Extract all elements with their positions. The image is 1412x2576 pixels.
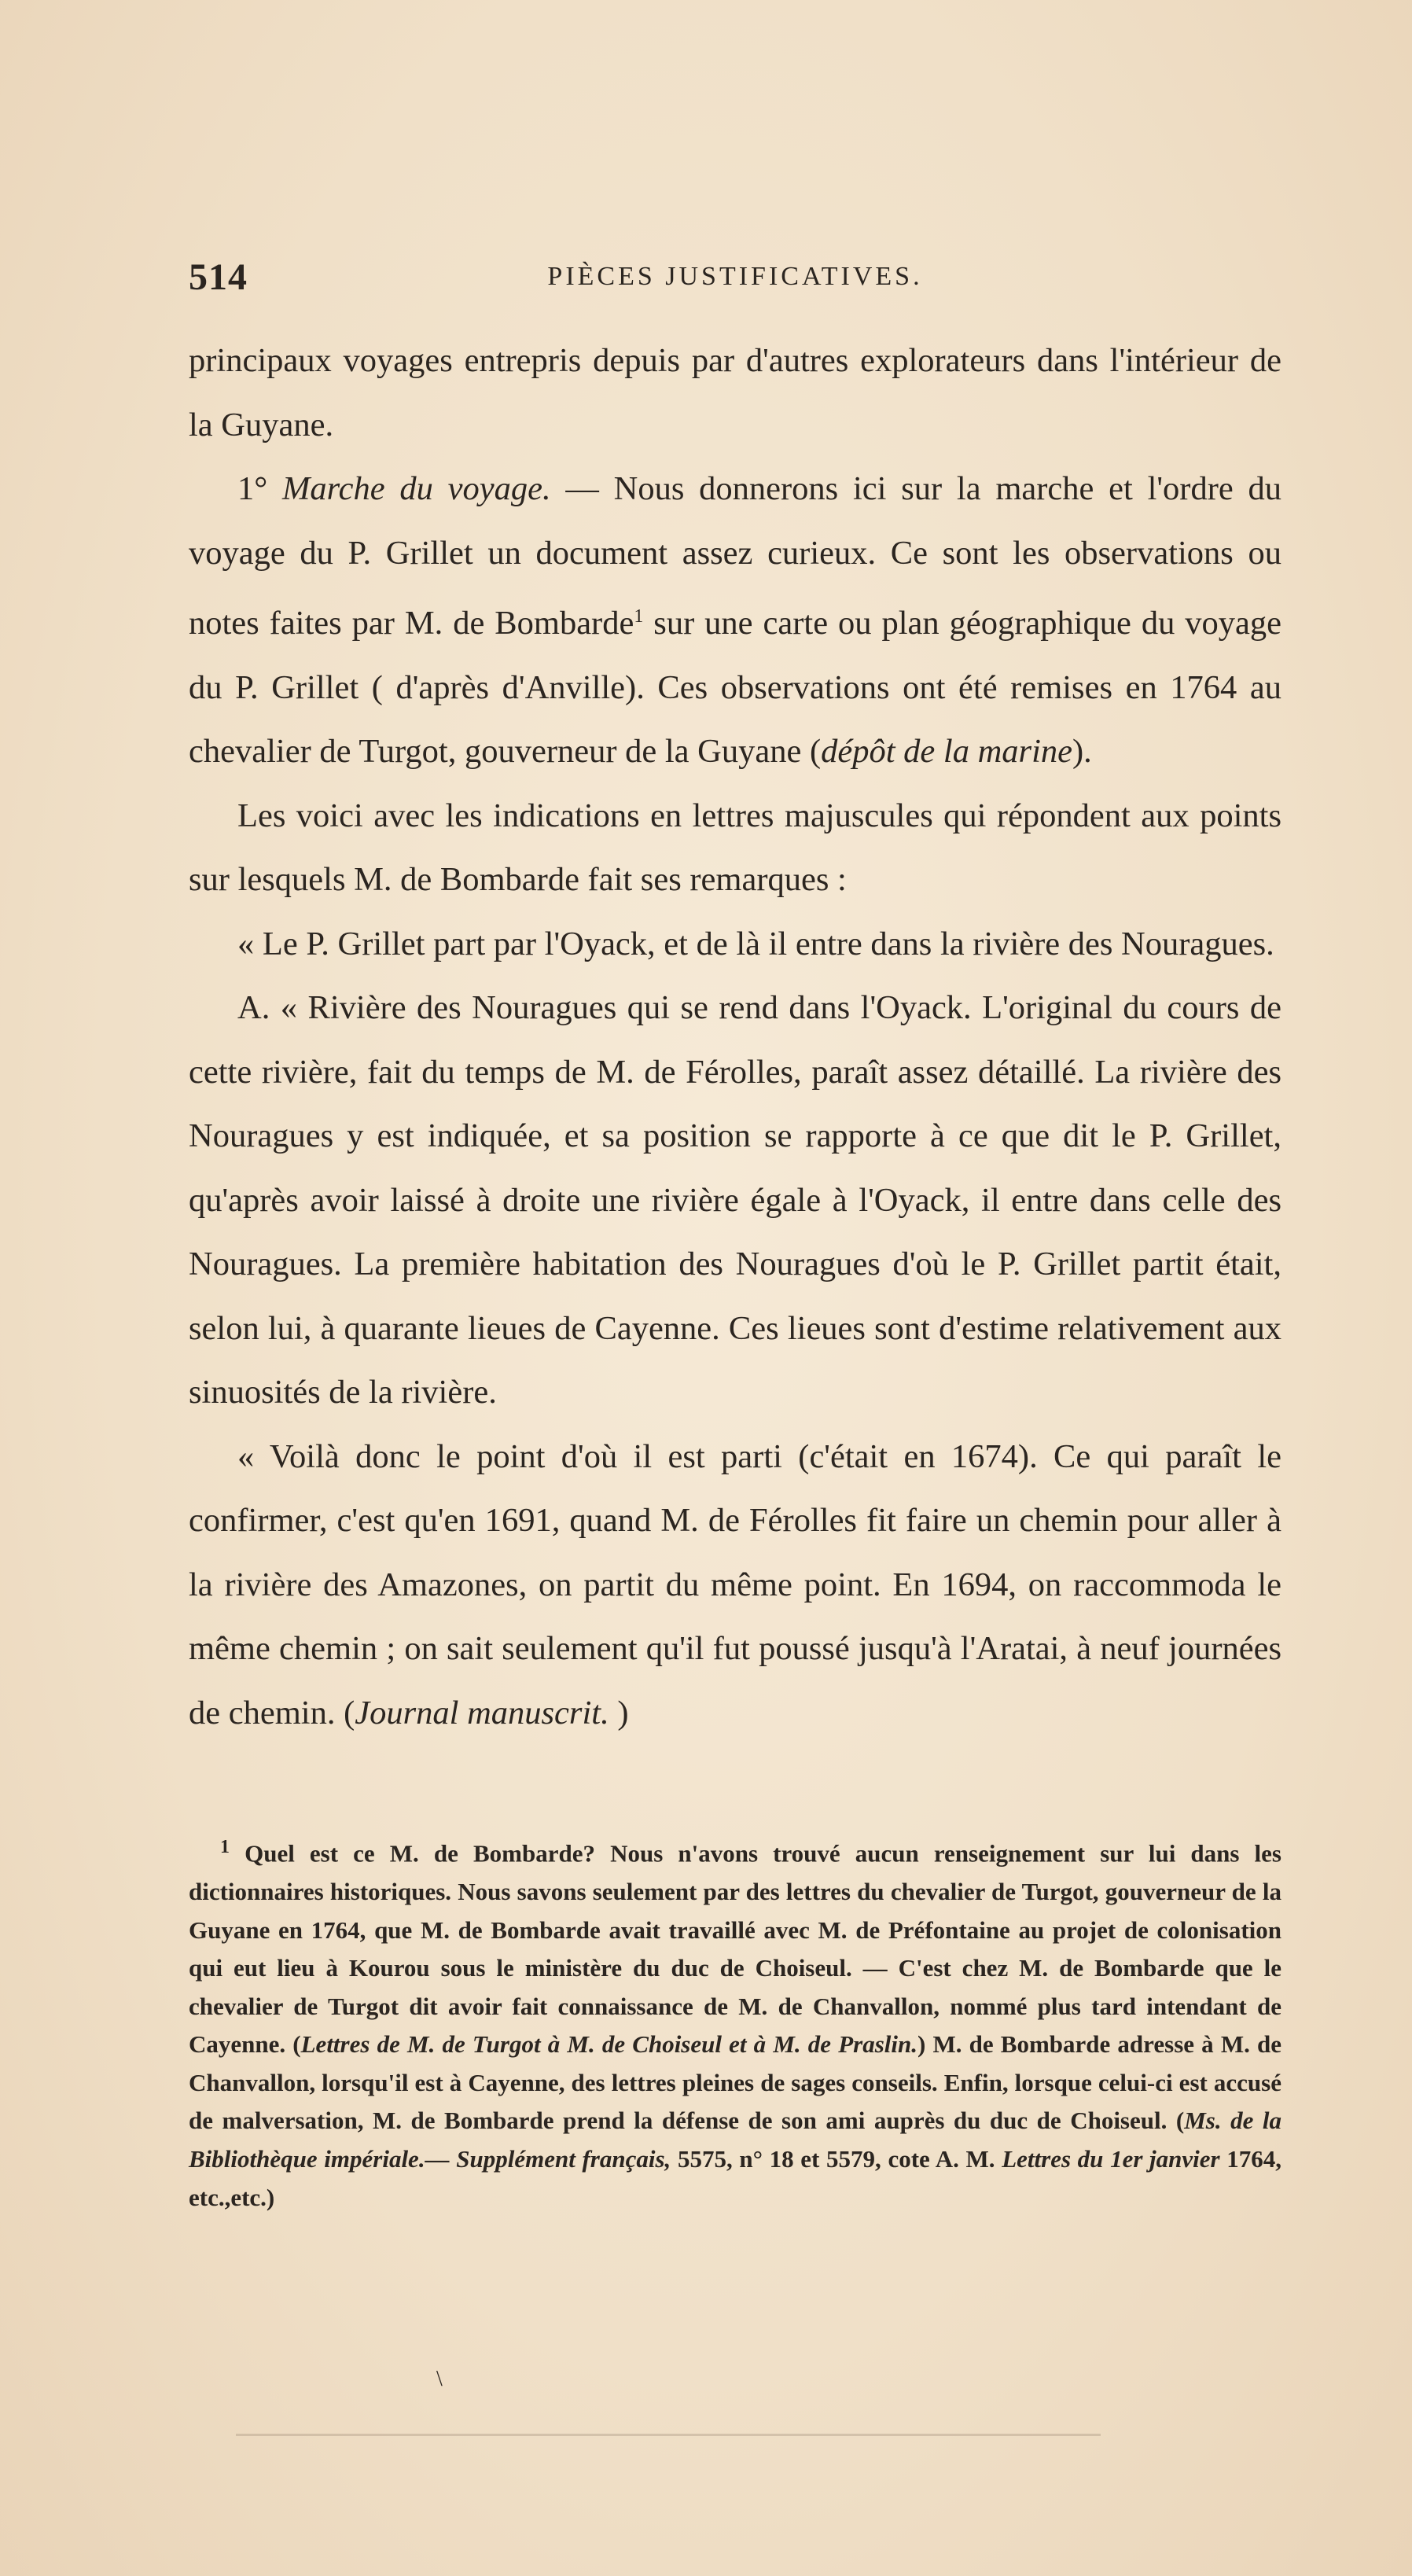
paragraph-text: sur une carte ou plan géographique du voyage du P. Grillet ( d'après d'Anville). Ces observations ont été remises en 1764 au chevalier de Turgot, gouverneur de la Guyane ( [189, 605, 1282, 771]
paragraph-text: « Le P. Grillet part par l'Oyack, et de là il entre dans la rivière des Nouragues. [237, 925, 1274, 962]
paragraph-voila [189, 1425, 1281, 1746]
footnote-text: Quel est ce M. de Bombarde? Nous n'avons trouvé aucun renseignement sur lui dans les dictionnaires historiques. Nous savons seulement par des lettres du chevalier de Turgot, gouverneur de la Guyane en 1764, que M. de Bombarde avait travaillé avec M. de Préfontaine au projet de colonisation qui eut lieu à Kourou sous le ministère du duc de Choiseul. — C'est chez M. de Bombarde que le chevalier de Turgot dit avoir fait connaissance de M. de Chanvallon, nommé plus tard intendant de Cayenne. ( [189, 1839, 1281, 2059]
section-number: 1° [237, 470, 268, 507]
footnote-1 [189, 1828, 1281, 2217]
paragraph-text: A. « Rivière des Nouragues qui se rend dans l'Oyack. L'original du cours de cette rivière, fait du temps de M. de Férolles, paraît assez détaillé. La rivière des Nouragues y est indiquée, et sa position se rapporte à ce que dit le P. Grillet, qu'après avoir laissé à droite une rivière égale à l'Oyack, il entre dans celle des Nouragues. La première habitation des Nouragues d'où le P. Grillet partit était, selon lui, à quarante lieues de Cayenne. Ces lieues sont d'estime relativement aux sinuosités de la rivière. [189, 989, 1281, 1411]
page-number: 514 [189, 256, 248, 298]
footnote-text: 5575, n° 18 et 5579, cote A. M. [671, 2145, 1002, 2173]
paragraph-continuation [189, 329, 1281, 457]
italic-source: Journal manuscrit. [355, 1694, 609, 1731]
paragraph-marche [189, 457, 1281, 784]
footnote-marker: 1 [220, 1837, 230, 1857]
paragraph-text: Les voici avec les indications en lettres majuscules qui répondent aux points sur lesquels M. de Bombarde fait ses remarques : [189, 797, 1281, 899]
main-text [189, 329, 1281, 1745]
page-bottom-shadow [236, 2434, 1101, 2436]
section-title: Marche du voyage. [282, 470, 551, 507]
footnotes [189, 1828, 1281, 2217]
paragraph-text: ). [1072, 733, 1092, 771]
paragraph-text: — Nous donnerons ici sur la marche et l'ordre du voyage du P. Grillet un document assez curieux. Ce sont les observations ou notes faites par M. de Bombarde [189, 470, 1281, 642]
paragraph-voici [189, 784, 1281, 912]
paragraph-quote-1 [189, 912, 1281, 977]
paragraph-text: « Voilà donc le point d'où il est parti (c'était en 1674). Ce qui paraît le confirmer, c'est qu'en 1691, quand M. de Férolles fit faire un chemin pour aller à la rivière des Amazones, on partit du même point. En 1694, on raccommoda le même chemin ; on sait seulement qu'il fut poussé jusqu'à l'Aratai, à neuf journées de chemin. ( [189, 1437, 1281, 1731]
paragraph-text: ) [609, 1694, 629, 1731]
footnote-italic: Ms. de la Bibliothèque impériale.— Supplément français, [189, 2107, 1282, 2173]
running-head: PIÈCES JUSTIFICATIVES. [547, 262, 923, 291]
footnote-text: 1764, etc.,etc.) [189, 2145, 1282, 2211]
page-header [189, 256, 1281, 303]
paragraph-a [189, 976, 1281, 1425]
italic-source: dépôt de la marine [821, 733, 1072, 771]
paragraph-text: principaux voyages entrepris depuis par d'autres explorateurs dans l'intérieur de la Guyane. [189, 342, 1281, 443]
footnote-text: ) M. de Bombarde adresse à M. de Chanvallon, lorsqu'il est à Cayenne, des lettres pleines de sages conseils. Enfin, lorsque celui-ci est accusé de malversation, M. de Bombarde prend la défense de son ami auprès du duc de Choiseul. ( [189, 2030, 1281, 2135]
footnote-italic: Lettres du 1er janvier [1002, 2145, 1220, 2173]
footnote-reference: 1 [634, 606, 644, 627]
printer-mark: \ [436, 2367, 443, 2391]
footnote-italic: Lettres de M. de Turgot à M. de Choiseul et à M. de Praslin. [300, 2030, 917, 2059]
